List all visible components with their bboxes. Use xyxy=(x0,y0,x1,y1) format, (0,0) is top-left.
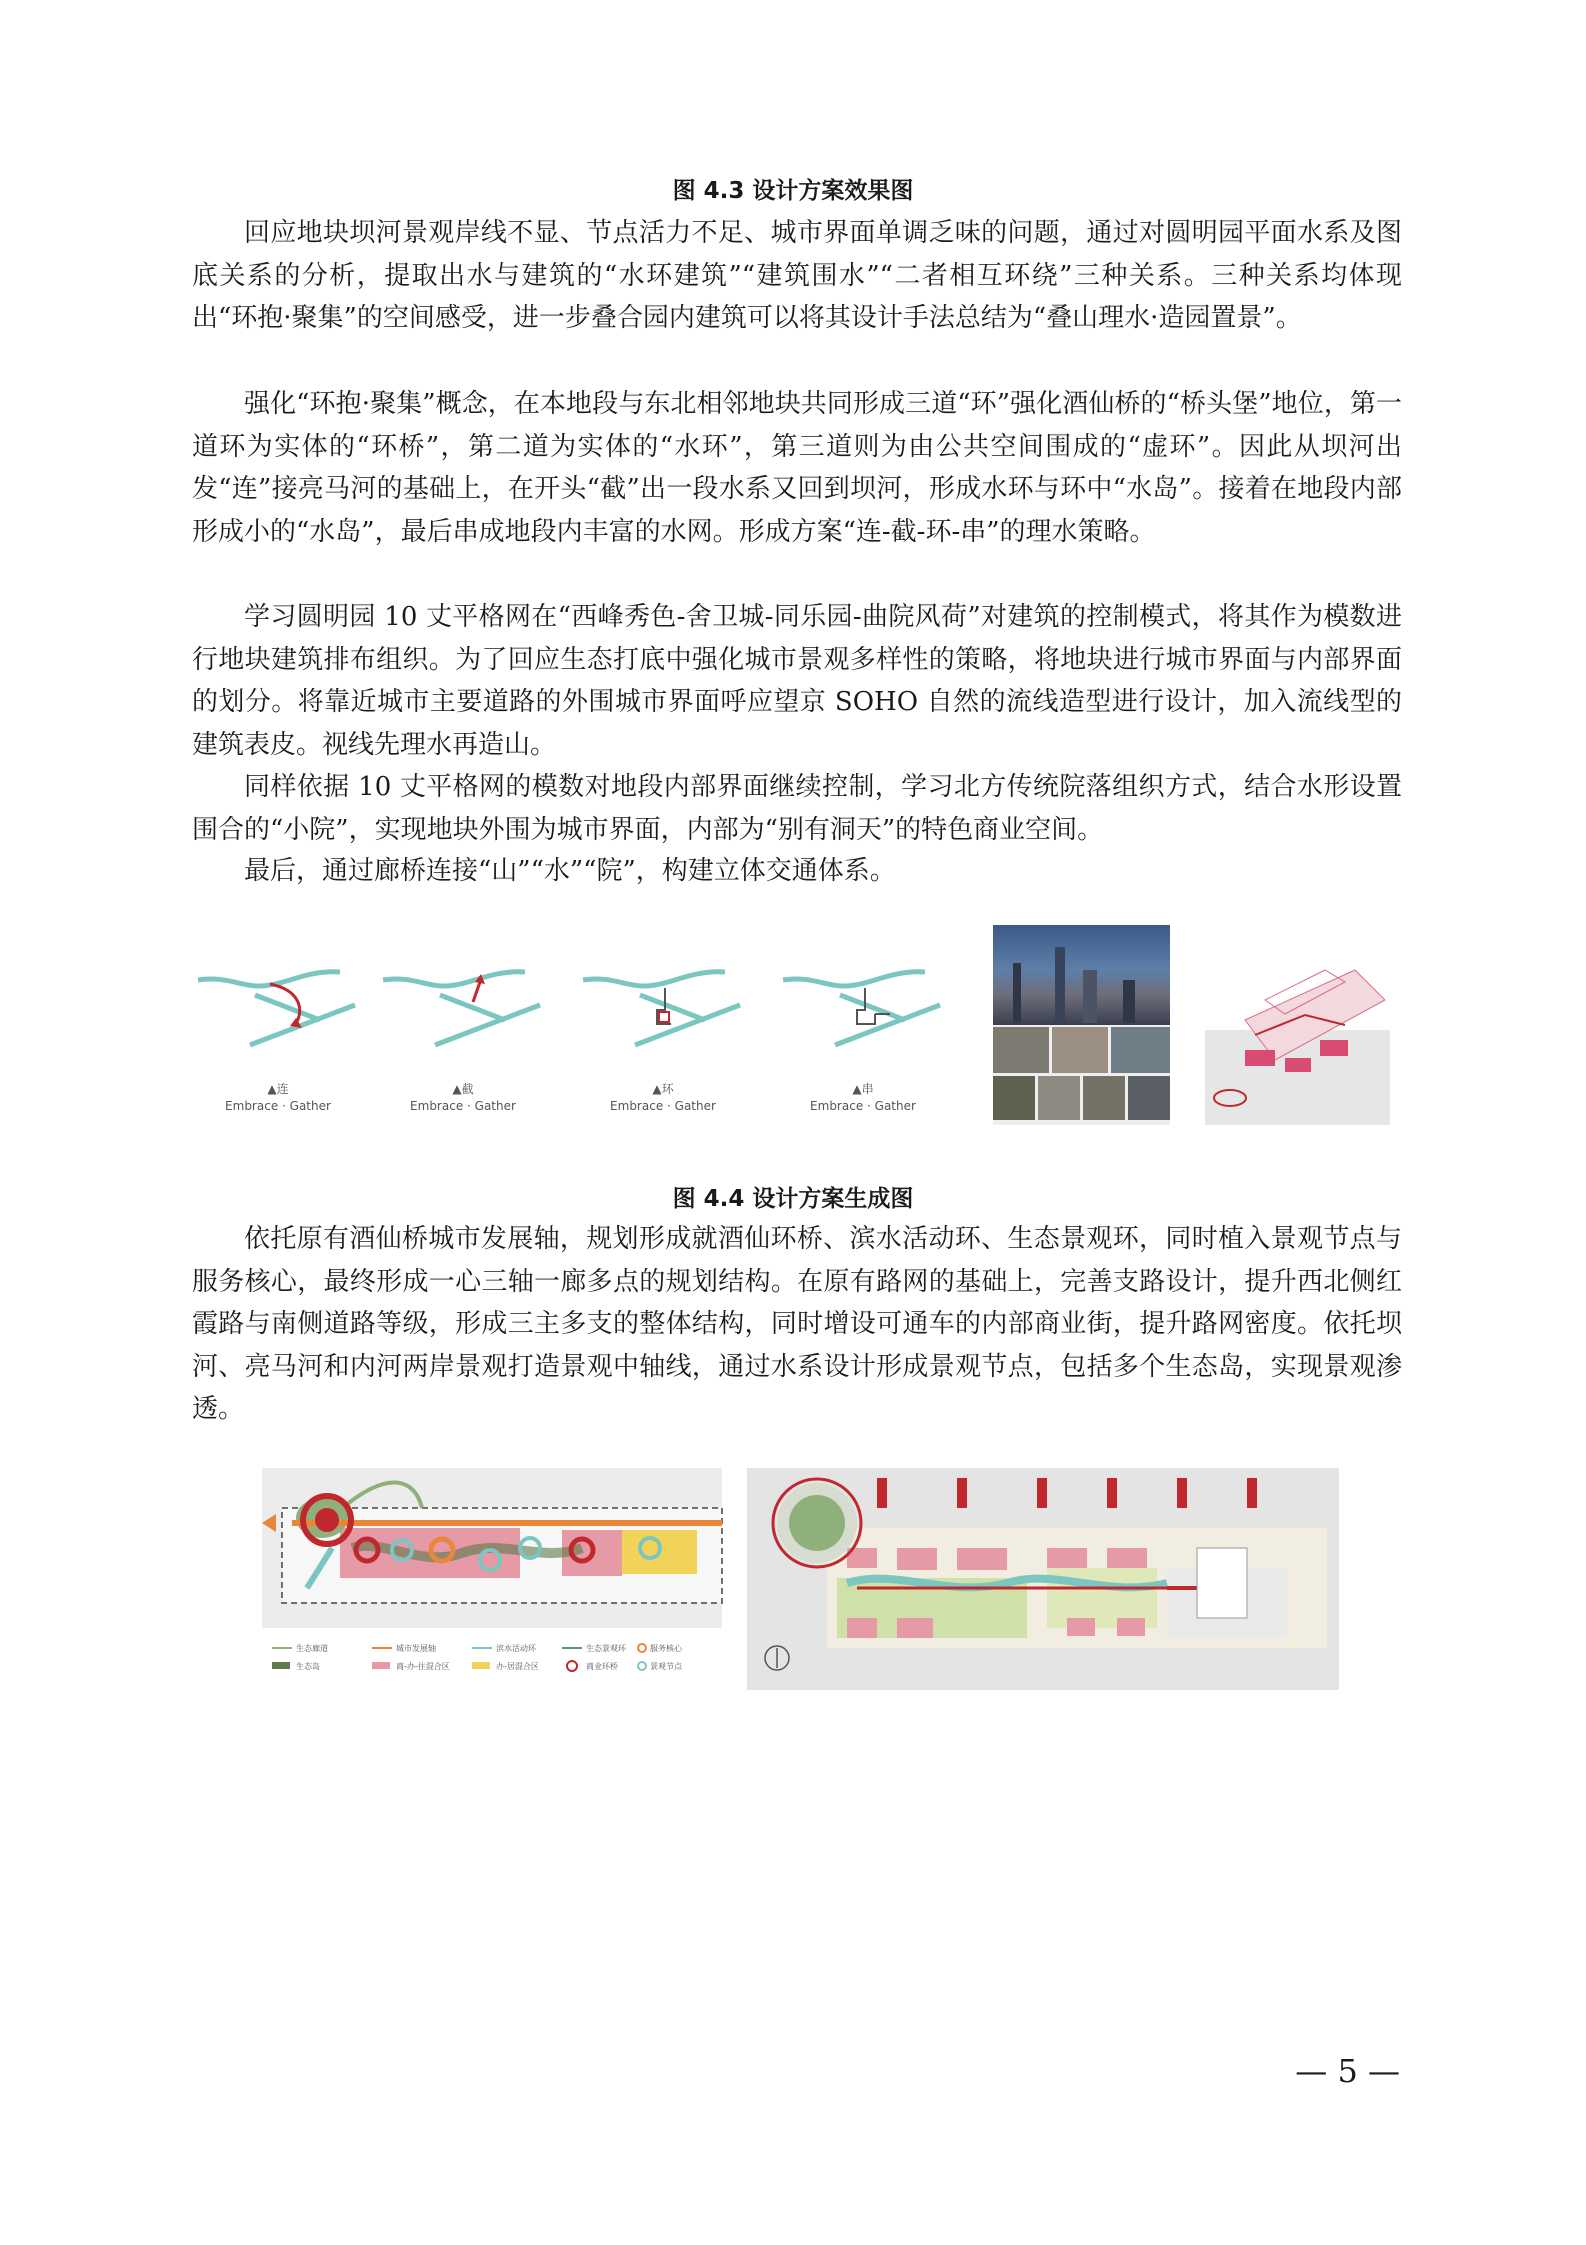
legend-item: 生态岛 xyxy=(296,1662,320,1671)
strategy-sublabel: Embrace · Gather xyxy=(810,1099,916,1113)
legend-item: 城市发展轴 xyxy=(396,1644,436,1653)
legend-item: 服务核心 xyxy=(650,1644,682,1653)
strategy-sublabel: Embrace · Gather xyxy=(610,1099,716,1113)
page-number: — 5 — xyxy=(1295,2052,1400,2090)
figure-caption-4-3: 图 4.3 设计方案效果图 xyxy=(672,178,914,204)
strategy-sublabel: Embrace · Gather xyxy=(410,1099,516,1113)
strategy-diagrams xyxy=(190,940,990,1120)
legend-item: 办-居混合区 xyxy=(496,1662,539,1671)
city-photo-collage xyxy=(993,925,1170,1125)
legend-item: 景观节点 xyxy=(650,1662,682,1671)
paragraph-5: 最后，通过廊桥连接“山”“水”“院”，构建立体交通体系。 xyxy=(244,856,896,886)
strategy-diagram-huan xyxy=(583,972,740,1113)
paragraph-1: 回应地块坝河景观岸线不显、节点活力不足、城市界面单调乏味的问题，通过对圆明园平面水系及图底关系的分析，提取出水与建筑的“水环建筑”“建筑围水”“二者相互环绕”三种关系。三种关系均体现出“环抱·聚集”的空间感受，进一步叠合园内建筑可以将其设计手法总结为“叠山理水·造园置景”。 xyxy=(192,218,1402,333)
strategy-diagram-jie xyxy=(383,972,540,1113)
legend-item: 生态景观环 xyxy=(586,1644,626,1653)
legend-item: 商-办-住混合区 xyxy=(396,1662,450,1671)
planning-structure-map xyxy=(262,1448,732,1688)
legend-item: 滨水活动环 xyxy=(496,1644,536,1653)
legend-item: 商业环桥 xyxy=(586,1662,618,1671)
strategy-label: ▲连 xyxy=(267,1082,289,1096)
strategy-label: ▲串 xyxy=(852,1082,874,1096)
strategy-sublabel: Embrace · Gather xyxy=(225,1099,331,1113)
paragraph-3: 学习圆明园 10 丈平格网在“西峰秀色-舍卫城-同乐园-曲院风荷”对建筑的控制模式，将其作为模数进行地块建筑排布组织。为了回应生态打底中强化城市景观多样性的策略，将地块进行城市界面与内部界面的划分。将靠近城市主要道路的外围城市界面呼应望京 SOHO 自然的流线造型进行设计，加入流线型的建筑表皮。视线先理水再造山。 xyxy=(192,602,1402,760)
paragraph-6: 依托原有酒仙桥城市发展轴，规划形成就酒仙环桥、滨水活动环、生态景观环，同时植入景观节点与服务核心，最终形成一心三轴一廊多点的规划结构。在原有路网的基础上，完善支路设计，提升西北侧红霞路与南侧道路等级，形成三主多支的整体结构，同时增设可通车的内部商业街，提升路网密度。依托坝河、亮马河和内河两岸景观打造景观中轴线，通过水系设计形成景观节点，包括多个生态岛，实现景观渗透。 xyxy=(192,1224,1402,1424)
strategy-diagram-chuan xyxy=(783,972,940,1113)
paragraph-4: 同样依据 10 丈平格网的模数对地段内部界面继续控制，学习北方传统院落组织方式，结合水形设置围合的“小院”，实现地块外围为城市界面，内部为“别有洞天”的特色商业空间。 xyxy=(192,772,1402,845)
figure-caption-4-4: 图 4.4 设计方案生成图 xyxy=(672,1186,914,1212)
strategy-label: ▲环 xyxy=(652,1082,674,1096)
legend-item: 生态廊道 xyxy=(296,1644,328,1653)
strategy-label: ▲截 xyxy=(452,1082,474,1096)
axonometric-diagram xyxy=(1205,940,1390,1130)
paragraph-2: 强化“环抱·聚集”概念，在本地段与东北相邻地块共同形成三道“环”强化酒仙桥的“桥头堡”地位，第一道环为实体的“环桥”，第二道为实体的“水环”，第三道则为由公共空间围成的“虚环”。因此从坝河出发“连”接亮马河的基础上，在开头“截”出一段水系又回到坝河，形成水环与环中“水岛”。接着在地段内部形成小的“水岛”，最后串成地段内丰富的水网。形成方案“连-截-环-串”的理水策略。 xyxy=(192,389,1402,547)
strategy-diagram-lian xyxy=(198,972,355,1113)
master-plan xyxy=(747,1468,1339,1690)
